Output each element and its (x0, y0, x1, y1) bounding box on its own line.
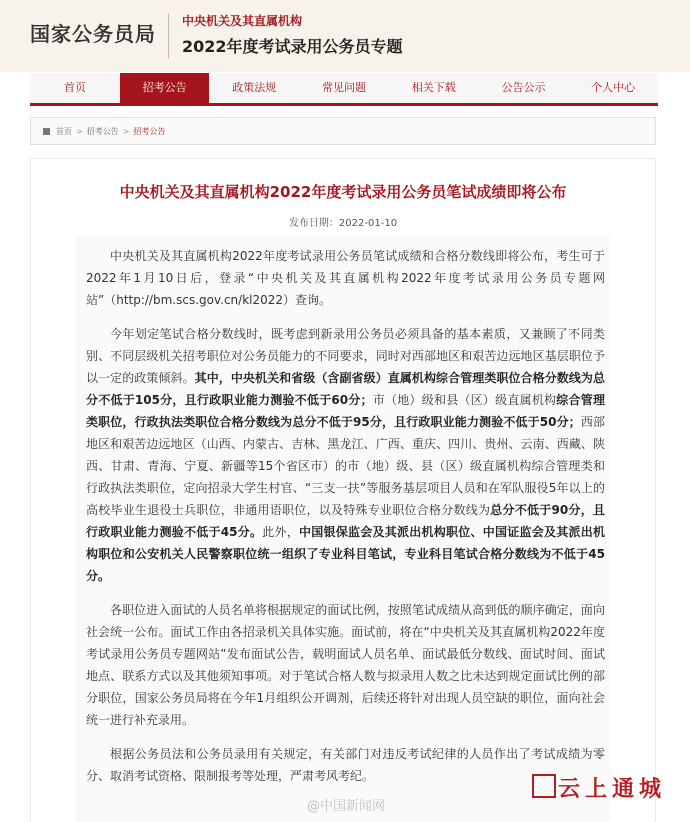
paragraph-2-segment: 此外， (262, 525, 299, 539)
nav-item-faq[interactable]: 常见问题 (322, 81, 367, 94)
paragraph-2-segment: 综合管理类职位，行政执法类职位合格分数线为总分不低于95分，且行政职业能力测验不低于50分； (86, 393, 605, 429)
breadcrumb-section[interactable]: 招考公告 (86, 127, 119, 136)
site-logo-text[interactable]: 国家公务员局 (30, 22, 156, 46)
nav-item-announcements[interactable]: 招考公告 (120, 73, 210, 103)
nav-item-personal-center[interactable]: 个人中心 (591, 81, 636, 94)
article-paragraph-4: 根据公务员法和公务员录用有关规定，有关部门对违反考试纪律的人员作出了考试成绩为零分、取消考试资格、限制报考等处理，严肃考风考纪。 (86, 747, 605, 783)
header-subtitle-main: 2022年度考试录用公务员专题 (182, 37, 403, 56)
nav-item-notices[interactable]: 公告公示 (501, 81, 546, 94)
article-paragraph-2 (86, 323, 605, 587)
logo-watermark (532, 772, 666, 803)
nav-item-policies[interactable]: 政策法规 (232, 81, 277, 94)
article-paragraph-3: 各职位进入面试的人员名单将根据规定的面试比例，按照笔试成绩从高到低的顺序确定，面向社会统一公布。面试工作由各招录机关具体实施。面试前，将在“中央机关及其直属机构2022年度考试录用公务员专题网站”发布面试公告，载明面试人员名单、面试最低分数线、面试时间、面试地点、联系方式以及其他须知事项。对于笔试合格人数与拟录用人数之比未达到规定面试比例的部分职位，国家公务员局将在今年1月组织公开调剂，后续还将针对出现人员空缺的职位，面向社会统一进行补充录用。 (86, 603, 605, 727)
paragraph-2-segment: 市（地）级和县（区）级直属机构 (372, 393, 557, 407)
article-container (30, 158, 656, 822)
breadcrumb: 首页 > 招考公告 > 招考公告 (30, 117, 656, 145)
article-paragraph-1: 中央机关及其直属机构2022年度考试录用公务员笔试成绩和合格分数线即将公布，考生可于2022年1月10日后，登录“中央机关及其直属机构2022年度考试录用公务员专题网站”（http://bm.scs.gov.cn/kl2022）查询。 (86, 249, 605, 307)
main-nav (30, 73, 658, 106)
seal-icon (532, 774, 556, 798)
nav-item-home[interactable]: 首页 (63, 81, 86, 94)
home-icon (43, 128, 50, 135)
publish-date: 发布日期：2022-01-10 (288, 218, 398, 229)
paragraph-2-segment: 西部地区和艰苦边远地区（山西、内蒙古、吉林、黑龙江、广西、重庆、四川、贵州、云南、西藏、陕西、甘肃、青海、宁夏、新疆等15个省区市）的市（地）级、县（区）级直属机构综合管理类和行政执法类职位，定向招录大学生村官、“三支一扶”等服务基层项目人员和在军队服役5年以上的高校毕业生退役士兵职位，非通用语职位，以及特殊专业职位合格分数线为 (86, 415, 605, 517)
site-header (0, 0, 690, 72)
paragraph-2-segment: 中国银保监会及其派出机构职位、中国证监会及其派出机构职位和公安机关人民警察职位统一组织了专业科目笔试，专业科目笔试合格分数线为不低于45分。 (86, 525, 605, 583)
header-subtitle-top: 中央机关及其直属机构 (182, 14, 303, 28)
breadcrumb-home[interactable]: 首页 (56, 127, 72, 136)
nav-item-downloads[interactable]: 相关下载 (411, 81, 456, 94)
news-watermark: @中国新闻网 (307, 799, 386, 814)
article-title: 中央机关及其直属机构2022年度考试录用公务员笔试成绩即将公布 (119, 183, 567, 201)
header-divider (168, 14, 169, 58)
breadcrumb-current[interactable]: 招考公告 (133, 127, 166, 136)
paragraph-2-segment: 其中，中央机关和省级（含副省级）直属机构综合管理类职位合格分数线为总分不低于105分，且行政职业能力测验不低于60分； (86, 371, 605, 407)
paragraph-2-segment: 总分不低于90分，且行政职业能力测验不低于45分。 (86, 503, 605, 539)
article-body (76, 235, 611, 822)
paragraph-2-segment: 今年划定笔试合格分数线时，既考虑到新录用公务员必须具备的基本素质，又兼顾了不同类别、不同层级机关招考职位对公务员能力的不同要求，同时对西部地区和艰苦边远地区基层职位予以一定的政策倾斜。 (86, 327, 605, 385)
logo-watermark-text: 云上通城 (558, 776, 667, 802)
